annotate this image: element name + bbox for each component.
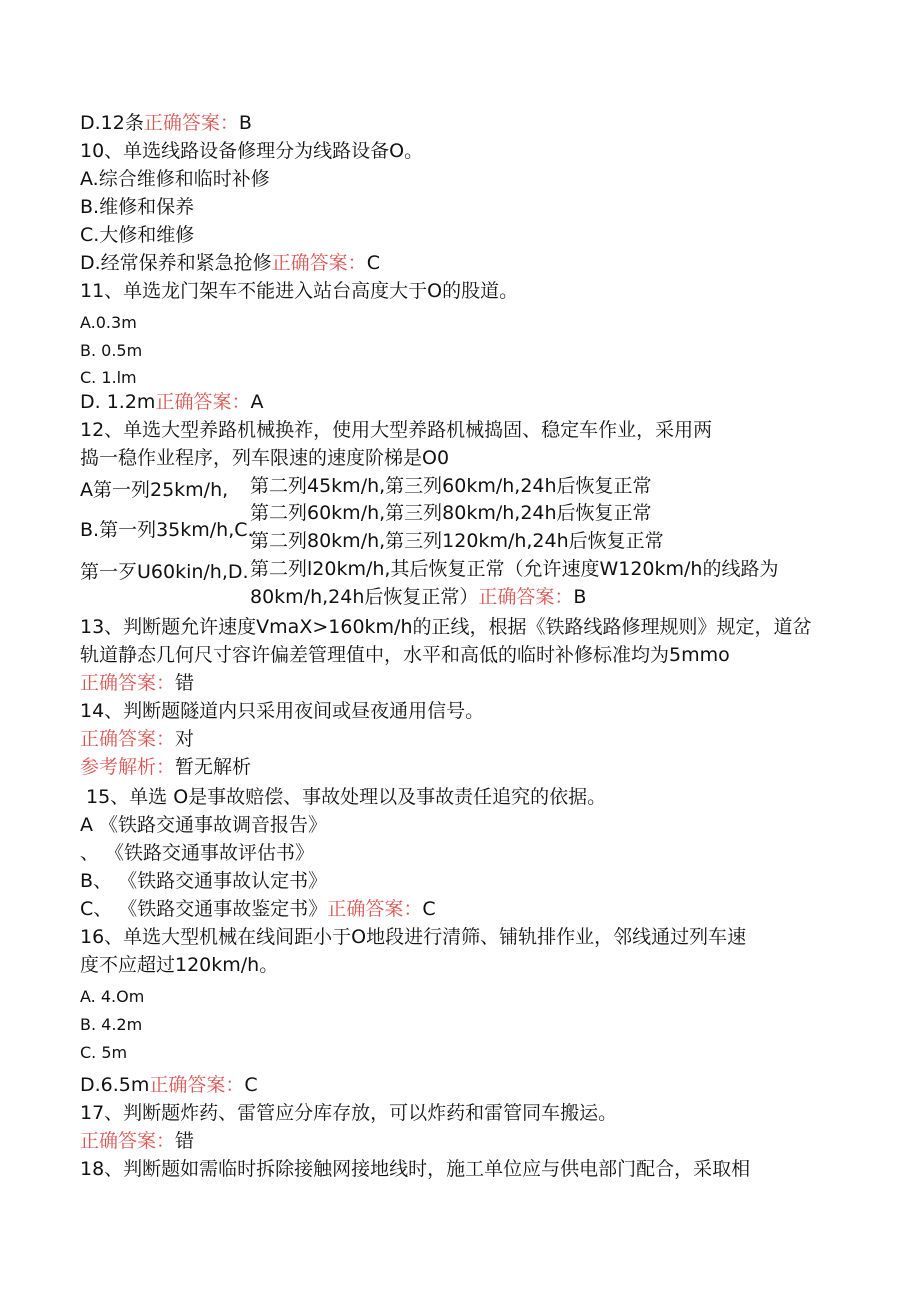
question-14: 14、判断题隧道内只采用夜间或昼夜通用信号。: [80, 700, 485, 722]
answer-label: 正确答案：: [80, 728, 176, 750]
option-b-q12: B.第一列35km/h,C.: [80, 519, 254, 541]
answer-q17: [80, 1129, 194, 1153]
question-16-line2: 度不应超过120km/h。: [80, 954, 279, 976]
option-d-q10: D.经常保养和紧急抢修正确答案：C: [80, 252, 380, 274]
option-b-q11: B. 0.5m: [80, 341, 143, 360]
option-b-q15: B、 《铁路交通事故认定书》: [80, 870, 328, 892]
option-d-q12: 第一歹U60kin/h,D.: [80, 561, 249, 583]
answer-value: B: [238, 112, 252, 134]
answer-q13: [80, 671, 194, 695]
question-18: 18、判断题如需临时拆除接触网接地线时，施工单位应与供电部门配合，采取相: [80, 1158, 751, 1180]
answer-label: 正确答案：: [80, 1130, 176, 1152]
option-d-q16: D.6.5m正确答案：C: [80, 1074, 258, 1096]
question-17: 17、判断题炸药、雷管应分库存放，可以炸药和雷管同车搬运。: [80, 1102, 618, 1124]
answer-label: 正确答案：: [478, 586, 574, 608]
answer-value: 错: [175, 672, 195, 694]
option-q15-line2: 、 《铁路交通事故评估书》: [80, 842, 315, 864]
explanation-value: 暂无解析: [175, 756, 252, 778]
option-d-q9: D.12条正确答案：B: [80, 112, 252, 134]
question-13-line2: 轨道静态几何尺寸容许偏差管理值中，水平和高低的临时补修标准均为5mmo: [80, 644, 730, 666]
answer-label: 正确答案：: [271, 252, 367, 274]
answer-value: C: [366, 252, 380, 274]
option-c-q11: C. 1.lm: [80, 368, 137, 387]
option-c-q16: C. 5m: [80, 1043, 128, 1062]
answer-label: 正确答案：: [80, 672, 176, 694]
option-a-q11: A.0.3m: [80, 313, 137, 332]
option-a-q15: A 《铁路交通事故调音报告》: [80, 814, 328, 836]
option-d-q11: D. 1.2m正确答案：A: [80, 391, 264, 413]
answer-value: B: [573, 586, 587, 608]
option-c-q12-cont: 第二列80km/h,第三列120km/h,24h后恢复正常: [250, 530, 664, 552]
question-12-line1: 12、单选大型养路机械换祚，使用大型养路机械捣固、稳定车作业，采用两: [80, 419, 713, 441]
option-b-q10: B.维修和保养: [80, 196, 195, 218]
option-b-q12-cont: 第二列60km/h,第三列80km/h,24h后恢复正常: [250, 502, 652, 524]
question-16-line1: 16、单选大型机械在线间距小于O地段进行清筛、铺轨排作业，邻线通过列车速: [80, 926, 747, 948]
option-a-q12: A第一列25km/h,: [80, 479, 229, 501]
option-a-q12-cont: 第二列45km/h,第三列60km/h,24h后恢复正常: [250, 475, 652, 497]
question-10: 10、单选线路设备修理分为线路设备O。: [80, 140, 424, 162]
answer-label: 正确答案：: [143, 112, 239, 134]
answer-value: 错: [175, 1130, 195, 1152]
option-c-q15: C、 《铁路交通事故鉴定书》正确答案：C: [80, 898, 436, 920]
answer-value: C: [244, 1074, 258, 1096]
option-b-q16: B. 4.2m: [80, 1015, 143, 1034]
answer-label: 正确答案：: [155, 391, 251, 413]
answer-q14: [80, 727, 194, 751]
answer-value: 对: [175, 728, 195, 750]
option-d-q12-cont: 第二列l20km/h,其后恢复正常（允许速度W120km/h的线路为: [250, 558, 779, 580]
option-a-q16: A. 4.Om: [80, 987, 145, 1006]
answer-label: 正确答案：: [149, 1074, 245, 1096]
explanation-label: 参考解析：: [80, 756, 176, 778]
answer-label: 正确答案：: [327, 898, 423, 920]
option-a-q10: A.综合维修和临时补修: [80, 168, 270, 190]
answer-value: A: [250, 391, 264, 413]
question-13-line1: 13、判断题允许速度VmaX>160km/h的正线，根据《铁路线路修理规则》规定，道岔: [80, 616, 812, 638]
question-15: 15、单选 O是事故赔偿、事故处理以及事故责任追究的依据。: [86, 786, 607, 808]
answer-value: C: [422, 898, 436, 920]
question-11: 11、单选龙门架车不能进入站台高度大于O的股道。: [80, 280, 519, 302]
explanation-q14: [80, 755, 251, 779]
option-c-q10: C.大修和维修: [80, 224, 195, 246]
question-12-line2: 捣一稳作业程序，列车限速的速度阶梯是O0: [80, 447, 450, 469]
option-d-q12-end: 80km/h,24h后恢复正常）正确答案：B: [250, 586, 587, 608]
